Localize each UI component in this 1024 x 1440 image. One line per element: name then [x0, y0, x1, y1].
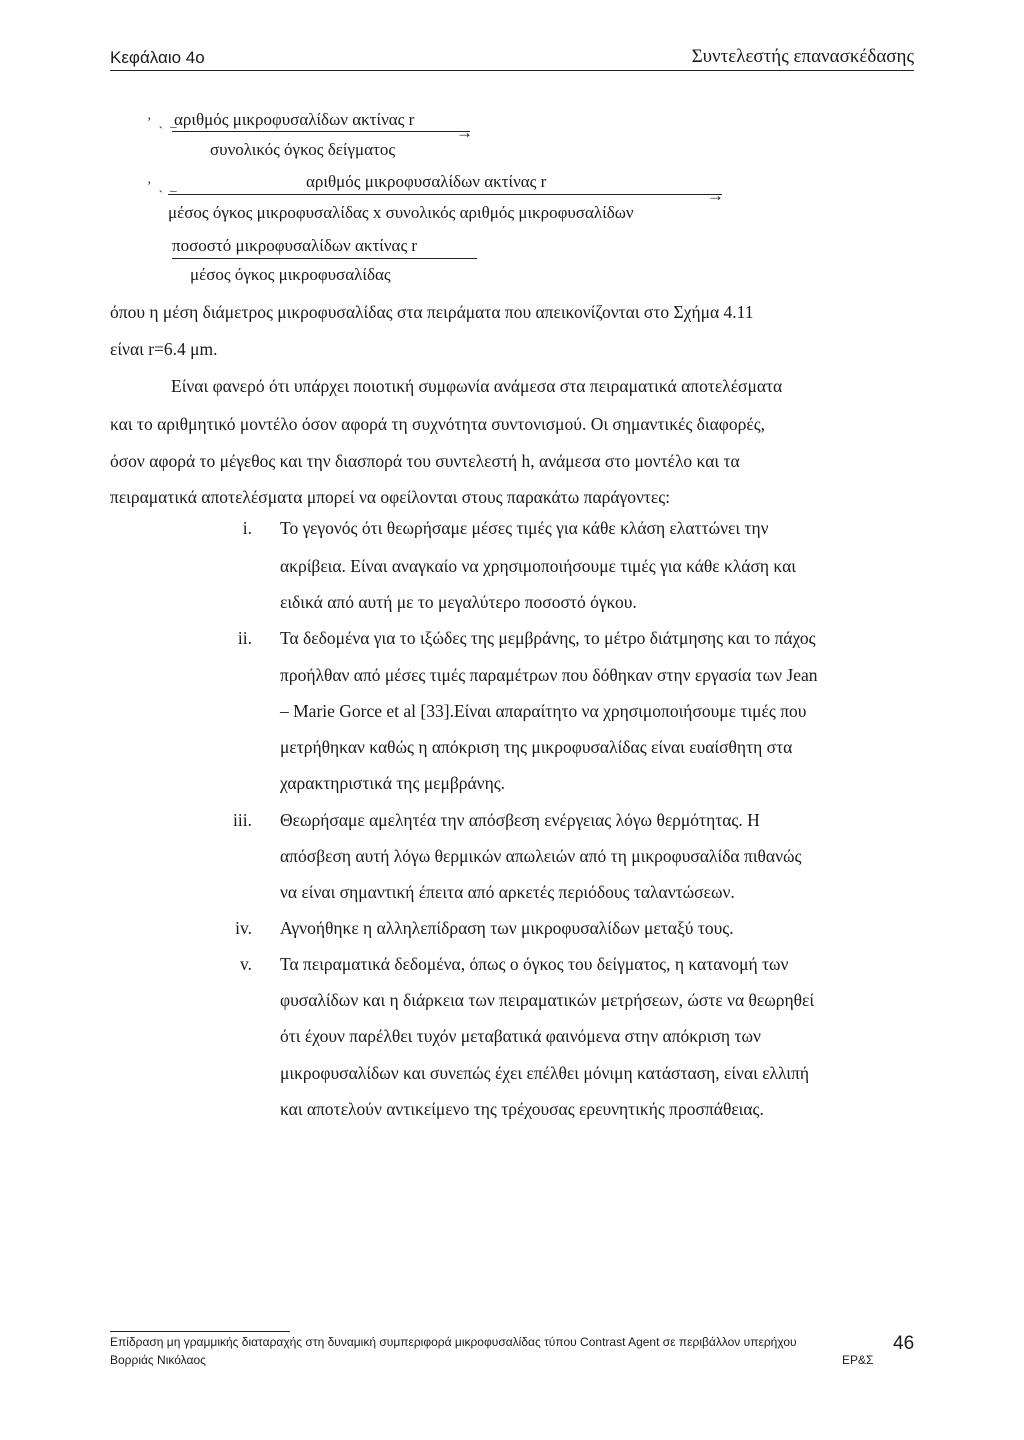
list-item-line: Αγνοήθηκε η αλληλεπίδραση των μικροφυσαλίδων μεταξύ τους. — [280, 918, 734, 938]
body-line-1: όπου η μέση διάμετρος μικροφυσαλίδας στα πειράματα που απεικονίζονται στο Σχήμα 4.11 — [110, 302, 754, 322]
body-line-2: είναι r=6.4 μm. — [110, 339, 218, 359]
body-line-5: όσον αφορά το μέγεθος και την διασπορά του συντελεστή h, ανάμεσα στο μοντέλο και τα — [110, 451, 740, 471]
section-title: Συντελεστής επανασκέδασης — [691, 46, 914, 67]
list-item-line: φυσαλίδων και η διάρκεια των πειραματικών μετρήσεων, ώστε να θεωρηθεί — [280, 990, 815, 1010]
eq1-denominator: συνολικός όγκος δείγματος — [210, 140, 396, 159]
list-item-line: χαρακτηριστικά της μεμβράνης. — [280, 773, 506, 793]
eq2-denominator: μέσος όγκος μικροφυσαλίδας x συνολικός αριθμός μικροφυσαλίδων — [168, 203, 634, 222]
eq1-arrow: → — [456, 123, 473, 142]
list-marker: iv. — [235, 918, 252, 938]
eq2-prefix: ʼ ˎ _ — [147, 178, 179, 193]
body-line-6: πειραματικά αποτελέσματα μπορεί να οφείλονται στους παρακάτω παράγοντες: — [110, 487, 671, 507]
list-item-line: – Marie Gorce et al [33].Είναι απαραίτητο να χρησιμοποιήσουμε τιμές που — [280, 701, 807, 721]
list-marker: i. — [242, 518, 252, 538]
list-marker: v. — [240, 954, 252, 974]
eq3-denominator: μέσος όγκος μικροφυσαλίδας — [190, 265, 391, 284]
list-item-line: προήλθαν από μέσες τιμές παραμέτρων που δόθηκαν στην εργασία των Jean — [280, 665, 818, 685]
eq1-prefix: ʼ ˎ _ — [147, 114, 179, 129]
eq3-numerator: ποσοστό μικροφυσαλίδων ακτίνας r — [172, 236, 418, 255]
body-line-3: Είναι φανερό ότι υπάρχει ποιοτική συμφωνία ανάμεσα στα πειραματικά αποτελέσματα — [171, 376, 783, 396]
list-item-line: ακρίβεια. Είναι αναγκαίο να χρησιμοποιήσουμε τιμές για κάθε κλάση και — [280, 556, 796, 576]
eq3-fraction-bar — [172, 258, 477, 259]
eq2-numerator: αριθμός μικροφυσαλίδων ακτίνας r — [306, 172, 547, 191]
list-item-line: Τα πειραματικά δεδομένα, όπως ο όγκος του δείγματος, η κατανομή των — [280, 954, 789, 974]
eq1-numerator: αριθμός μικροφυσαλίδων ακτίνας r — [174, 110, 415, 129]
list-item-line: μικροφυσαλίδων και συνεπώς έχει επέλθει μόνιμη κατάσταση, είναι ελλιπή — [280, 1063, 810, 1083]
chapter-label: Κεφάλαιο 4ο — [110, 48, 205, 67]
footer-lab: ΕΡ&Σ — [842, 1353, 874, 1367]
list-item-line: και αποτελούν αντικείμενο της τρέχουσας ερευνητικής προσπάθειας. — [280, 1099, 764, 1119]
footer-author: Βορριάς Νικόλαος — [110, 1353, 206, 1367]
list-item-line: Τα δεδομένα για το ιξώδες της μεμβράνης, το μέτρο διάτμησης και το πάχος — [280, 628, 816, 648]
list-item-line: απόσβεση αυτή λόγω θερμικών απωλειών από τη μικροφυσαλίδα πιθανώς — [280, 846, 802, 866]
eq2-fraction-bar — [168, 194, 722, 195]
body-line-4: και το αριθμητικό μοντέλο όσον αφορά τη συχνότητα συντονισμού. Οι σημαντικές διαφορές, — [110, 414, 766, 434]
eq2-arrow: → — [707, 186, 724, 205]
list-item-line: ειδικά από αυτή με το μεγαλύτερο ποσοστό όγκου. — [280, 592, 637, 612]
list-marker: iii. — [233, 810, 252, 830]
list-item-line: ότι έχουν παρέλθει τυχόν μεταβατικά φαινόμενα στην απόκριση των — [280, 1026, 761, 1046]
header-rule — [110, 70, 914, 71]
list-item-line: Θεωρήσαμε αμελητέα την απόσβεση ενέργειας λόγω θερμότητας. Η — [280, 810, 760, 830]
page-number: 46 — [893, 1333, 915, 1354]
list-item-line: να είναι σημαντική έπειτα από αρκετές περιόδους ταλαντώσεων. — [280, 882, 735, 902]
eq1-fraction-bar — [172, 131, 470, 132]
footer-title: Επίδραση μη γραμμικής διαταραχής στη δυναμική συμπεριφορά μικροφυσαλίδας τύπου Contrast Agent σε περιβάλλον υπερήχου — [110, 1335, 797, 1349]
list-item-line: μετρήθηκαν καθώς η απόκριση της μικροφυσαλίδας είναι ευαίσθητη στα — [280, 737, 793, 757]
footer-rule — [110, 1331, 290, 1332]
list-item-line: Το γεγονός ότι θεωρήσαμε μέσες τιμές για κάθε κλάση ελαττώνει την — [280, 518, 769, 538]
list-marker: ii. — [237, 628, 252, 648]
